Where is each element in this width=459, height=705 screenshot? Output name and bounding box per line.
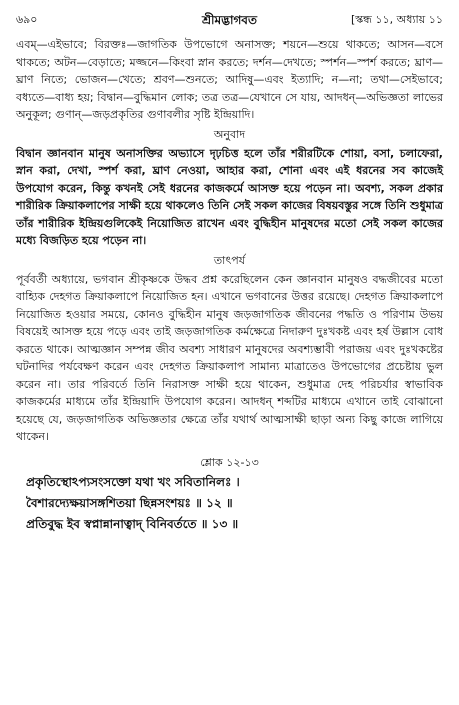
word-meanings: এবম্—এইভাবে; বিরক্তঃ—জাগতিক উপভোগে অনাসক্ত; শয়নে—শুয়ে থাকতে; আসন—বসে থাকতে; অটন—বেড়াতে; মজ্জনে—কিংবা স্নান করতে; দর্শন—দেখতে; স্পর্শন—স্পর্শ করতে; ঘ্রাণ—ঘ্রাণ নিতে; ভোজন—খেতে; শ্রবণ—শুনতে; আদিষু—এবং ইত্যাদি; ন—না; তথা—সেইভাবে; বধ্যতে—বাধ্য হয়; বিদ্বান—বুদ্ধিমান লোক; তত্র তত্র—যেখানে সে যায়, আদধন্—অভিজ্ঞতা লাভের অনুকূল; গুণান্—জড়প্রকৃতির গুণাবলীর সৃষ্টি ইন্দ্রিয়াদি। — [16, 38, 443, 121]
purport-text: পূর্ববর্তী অধ্যায়ে, ভগবান শ্রীকৃষ্ণকে উদ্ধব প্রশ্ন করেছিলেন কেন জ্ঞানবান মানুষও বদ্ধজীবের মতো বাহ্যিক দেহগত ক্রিয়াকলাপে নিয়োজিত হন। এখানে ভগবানের উত্তর রয়েছে। দেহগত ক্রিয়াকলাপে নিয়োজিত হওয়ার সময়ে, কোনও বুদ্ধিহীন মানুষ জড়জাগতিক জীবনের পদ্ধতি ও পরিণাম উভয় বিষয়েই আসক্ত হয়ে পড়ে এবং তাই জড়জাগতিক কর্মক্ষেত্রে নিদারুণ দুঃখকষ্ট এবং হর্ষ উল্লাস বোধ করতে থাকে। আত্মজ্ঞান সম্পন্ন জীব অবশ্য সাধারণ মানুষদের অবশ্যম্ভাবী পরাজয় এবং দুঃখকষ্টের ঘটনাদির পর্যবেক্ষণ করেন এবং দেহগত ক্রিয়াকলাপ সামান্য মাত্রাতেও উপভোগের প্রচেষ্টায় ভুল করেন না। তার পরিবর্তে তিনি নিরাসক্ত সাক্ষী হয়ে থাকেন, শুধুমাত্র দেহ পরিচর্যার স্বাভাবিক কাজকর্মের মাধ্যমে তাঁর ইন্দ্রিয়াদি উপযোগ করেন। আদধন্ শব্দটির মাধ্যমে এখানে তাই বোঝানো হয়েছে যে, জড়জাগতিক অভিজ্ঞতার ক্ষেত্রে তাঁর যথার্থ আত্মসাক্ষী ছাড়া অন্য কিছু কাজে লাগিয়ে থাকেন। — [16, 272, 444, 443]
verse-heading: শ্লোক ১২-১৩ — [200, 455, 259, 469]
verse-line: প্রতিবুদ্ধ ইব স্বপ্নান্নানাত্বাদ্ বিনিবর্ততে ॥ ১৩ ॥ — [26, 516, 239, 531]
verse-line: প্রকৃতিস্থোঽপ্যসংসক্তো যথা খং সবিতানিলঃ । — [26, 474, 240, 489]
chapter-reference: [স্কন্ধ ১১, অধ্যায় ১১ — [350, 13, 443, 26]
book-title: শ্রীমদ্ভাগবত — [201, 13, 257, 27]
translation-heading: অনুবাদ — [213, 127, 246, 141]
verse-block — [16, 472, 443, 535]
purport-heading: তাৎপর্য — [213, 253, 246, 267]
page-number: ৬৯০ — [16, 13, 38, 26]
page-content — [16, 36, 443, 697]
verse-line: বৈশারদ্যেক্ষয়াসঙ্গশিতয়া ছিন্নসংশয়ঃ ॥ ১২ ॥ — [26, 495, 233, 510]
page-header — [16, 10, 443, 30]
translation-text: বিদ্বান জ্ঞানবান মানুষ অনাসক্তির অভ্যাসে দৃঢ়চিত্ত হলে তাঁর শরীরটিকে শোয়া, বসা, চলাফেরা, স্নান করা, দেখা, স্পর্শ করা, ঘ্রাণ নেওয়া, আহার করা, শোনা এবং এই ধরনের সব কাজেই উপযোগ করেন, কিন্তু কখনই সেই ধরনের কাজকর্মে আসক্ত হয়ে পড়েন না। অবশ্য, সকল প্রকার শারীরিক ক্রিয়াকলাপের সাক্ষী হয়ে থাকলেও তিনি সেই সকল কাজের বিষয়বস্তুর সঙ্গে তিনি শুধুমাত্র তাঁর শারীরিক ইন্দ্রিয়গুলিকেই নিয়োজিত রাখেন এবং বুদ্ধিহীন মানুষদের মতো সেই সকল কাজের মধ্যে বিজড়িত হয়ে পড়েন না। — [16, 146, 443, 247]
